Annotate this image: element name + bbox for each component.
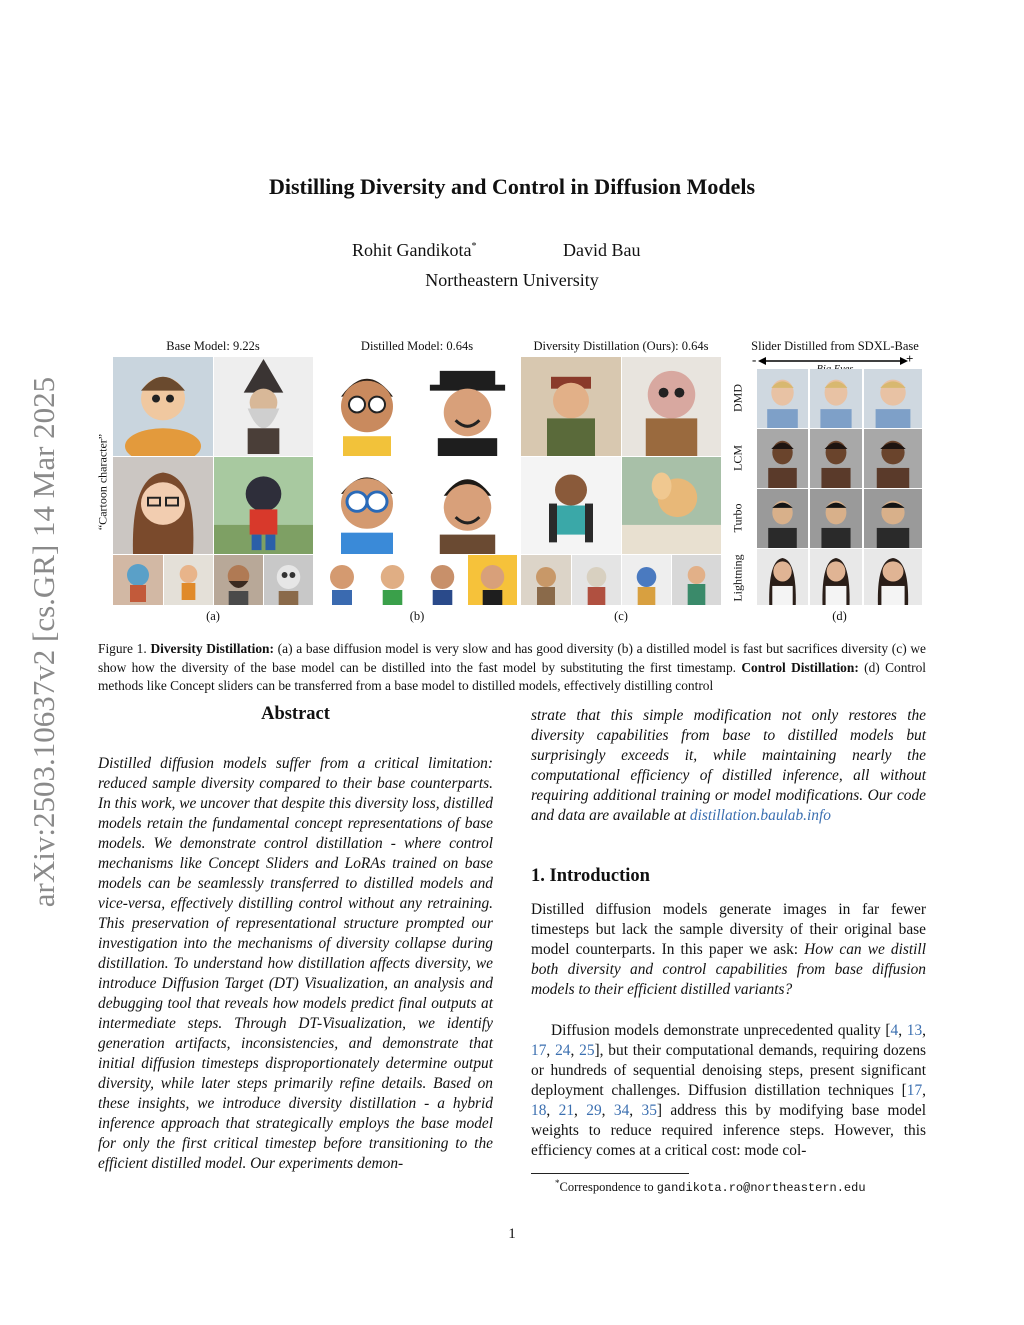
arxiv-identifier: arXiv:2503.10637v2 [cs.GR] 14 Mar 2025 (26, 376, 61, 908)
cartoon-image-small (264, 555, 313, 605)
portrait-photo (810, 489, 862, 548)
cartoon-image (418, 357, 517, 456)
panel-title-d: Slider Distilled from SDXL-Base (751, 339, 919, 353)
cartoon-image-small (113, 555, 163, 605)
citation-link[interactable]: 25 (579, 1042, 595, 1059)
abstract-heading: Abstract (261, 704, 330, 724)
row-label-lcm: LCM (730, 444, 745, 472)
panel-title-a: Base Model: 9.22s (166, 339, 260, 353)
cartoon-image-small (368, 555, 417, 605)
portrait-photo (757, 369, 808, 428)
portrait-photo (757, 489, 808, 548)
cartoon-image-small (672, 555, 721, 605)
paper-title: Distilling Diversity and Control in Diffusion Models (268, 174, 756, 199)
cartoon-image (214, 357, 313, 456)
cartoon-image (113, 357, 213, 456)
row-label-dmd: DMD (730, 383, 745, 413)
portrait-photo (864, 429, 922, 488)
cartoon-image (317, 457, 417, 554)
citation-link[interactable]: 35 (641, 1102, 657, 1119)
citation-link[interactable]: 24 (555, 1042, 571, 1059)
cartoon-image-small (521, 555, 571, 605)
cartoon-image (418, 457, 517, 554)
portrait-photo (810, 369, 862, 428)
footnote-rule (531, 1173, 689, 1174)
panel-label-a: (a) (206, 609, 220, 623)
portrait-photo (864, 489, 922, 548)
cartoon-image-small (214, 555, 263, 605)
citation-link[interactable]: 21 (558, 1102, 575, 1119)
abstract-text: Distilled diffusion models suffer from a critical limitation: reduced sample diversity compared to their base counterparts. In this work, we uncover that despite this diversity loss, distilled models retain the fundamental concept representations of base models. We demonstrate control distillation - where control mechanisms like Concept Sliders and LoRAs trained on base models can be seamlessly transferred to distilled models and vice-versa, effectively distilling control without any retraining. This preservation of representational structure prompted our investigation into the mechanisms of diversity collapse during distillation. To understand how distillation affects diversity, we introduce Diffusion Target (DT) Visualization, an analysis and debugging tool that reveals how models predict final outputs at intermediate steps. Through DT-Visualization, we identify generation artifacts, inconsistencies, and demonstrate that initial diffusion timesteps disproportionately determine output diversity, while later steps primarily refine details. Based on these insights, we introduce diversity distillation - a hybrid inference approach that strategically employs the base model for only the first critical timestep before transitioning to the efficient distilled model. Our experiments demon- (98, 755, 493, 1172)
citation-link[interactable]: 34 (613, 1102, 630, 1119)
cartoon-image (521, 357, 621, 456)
cartoon-image-small (317, 555, 367, 605)
citation-link[interactable]: 13 (906, 1022, 923, 1039)
row-label-turbo: Turbo (730, 503, 745, 533)
row-label-lightning: Lightning (730, 554, 745, 602)
intro-paragraph-1: Distilled diffusion models generate images in far fewer timesteps but lack the sample diversity of their original base model counterparts. In this paper we ask: How can we distill both diversity and control capabilities from base diffusion models to their efficient distilled variants? (531, 901, 926, 998)
figure-caption: Figure 1. Diversity Distillation: (a) a base diffusion model is very slow and has good diversity (b) a distilled model is fast but sacrifices diversity (c) we show how the diversity of the base model can be distilled into the fast model by substituting the first timestamp. Control Distillation: (d) Control methods like Concept sliders can be transferred from a base model to distilled models, effectively distilling control (98, 641, 926, 693)
citation-link[interactable]: 29 (586, 1102, 602, 1119)
page-number: 1 (508, 1226, 516, 1242)
email-address[interactable]: gandikota.ro@northeastern.edu (656, 1181, 866, 1196)
portrait-photo (757, 549, 808, 605)
cartoon-image (521, 457, 621, 554)
citation-link[interactable]: 17 (906, 1082, 923, 1099)
cartoon-image (113, 457, 213, 554)
cartoon-image-small (164, 555, 213, 605)
cartoon-image (622, 357, 721, 456)
portrait-photo (757, 429, 808, 488)
portrait-photo (864, 369, 922, 428)
cartoon-image (214, 457, 313, 554)
cartoon-image (317, 357, 417, 456)
citation-link[interactable]: 4 (890, 1022, 899, 1039)
cartoon-image-small (468, 555, 517, 605)
portrait-photo (864, 549, 922, 605)
project-link[interactable]: distillation.baulab.info (689, 807, 831, 824)
slider-plus: + (906, 351, 914, 366)
citation-link[interactable]: 17 (531, 1042, 547, 1059)
cartoon-image (622, 457, 721, 554)
slider-minus: - (752, 352, 757, 367)
cartoon-image-small (622, 555, 671, 605)
author-name: Rohit Gandikota* (352, 240, 477, 260)
author-name: David Bau (563, 240, 641, 260)
portrait-photo (810, 549, 862, 605)
panel-title-c: Diversity Distillation (Ours): 0.64s (533, 339, 709, 353)
citation-link[interactable]: 18 (531, 1102, 547, 1119)
panel-label-b: (b) (409, 609, 425, 623)
cartoon-image-small (572, 555, 621, 605)
footnote: *Correspondence to gandikota.ro@northeastern.edu (555, 1178, 866, 1196)
cartoon-image-small (418, 555, 467, 605)
panel-label-c: (c) (614, 609, 628, 623)
affiliation: Northeastern University (425, 270, 599, 290)
prompt-label: “Cartoon character” (95, 433, 110, 531)
panel-title-b: Distilled Model: 0.64s (360, 339, 474, 353)
abstract-continuation: strate that this simple modification not only restores the diversity capabilities from base to distilled models but surprisingly exceeds it, while maintaining nearly the computational efficiency of distilled inference, all without requiring additional training or model modifications. Our code and data are available at distillation.baulab.info (531, 707, 926, 824)
intro-heading: 1. Introduction (531, 866, 650, 886)
portrait-photo (810, 429, 862, 488)
panel-label-d: (d) (832, 609, 847, 623)
intro-paragraph-2: Diffusion models demonstrate unprecedented quality [4, 13, 17, 24, 25], but their computational demands, requiring dozens or hundreds of sequential denoising steps, present significant deployment challenges. Diffusion distillation techniques [17, 18, 21, 29, 34, 35] address this by modifying base model weights to reduce required inference steps. However, this efficiency comes at a critical cost: mode col- (531, 1022, 927, 1159)
